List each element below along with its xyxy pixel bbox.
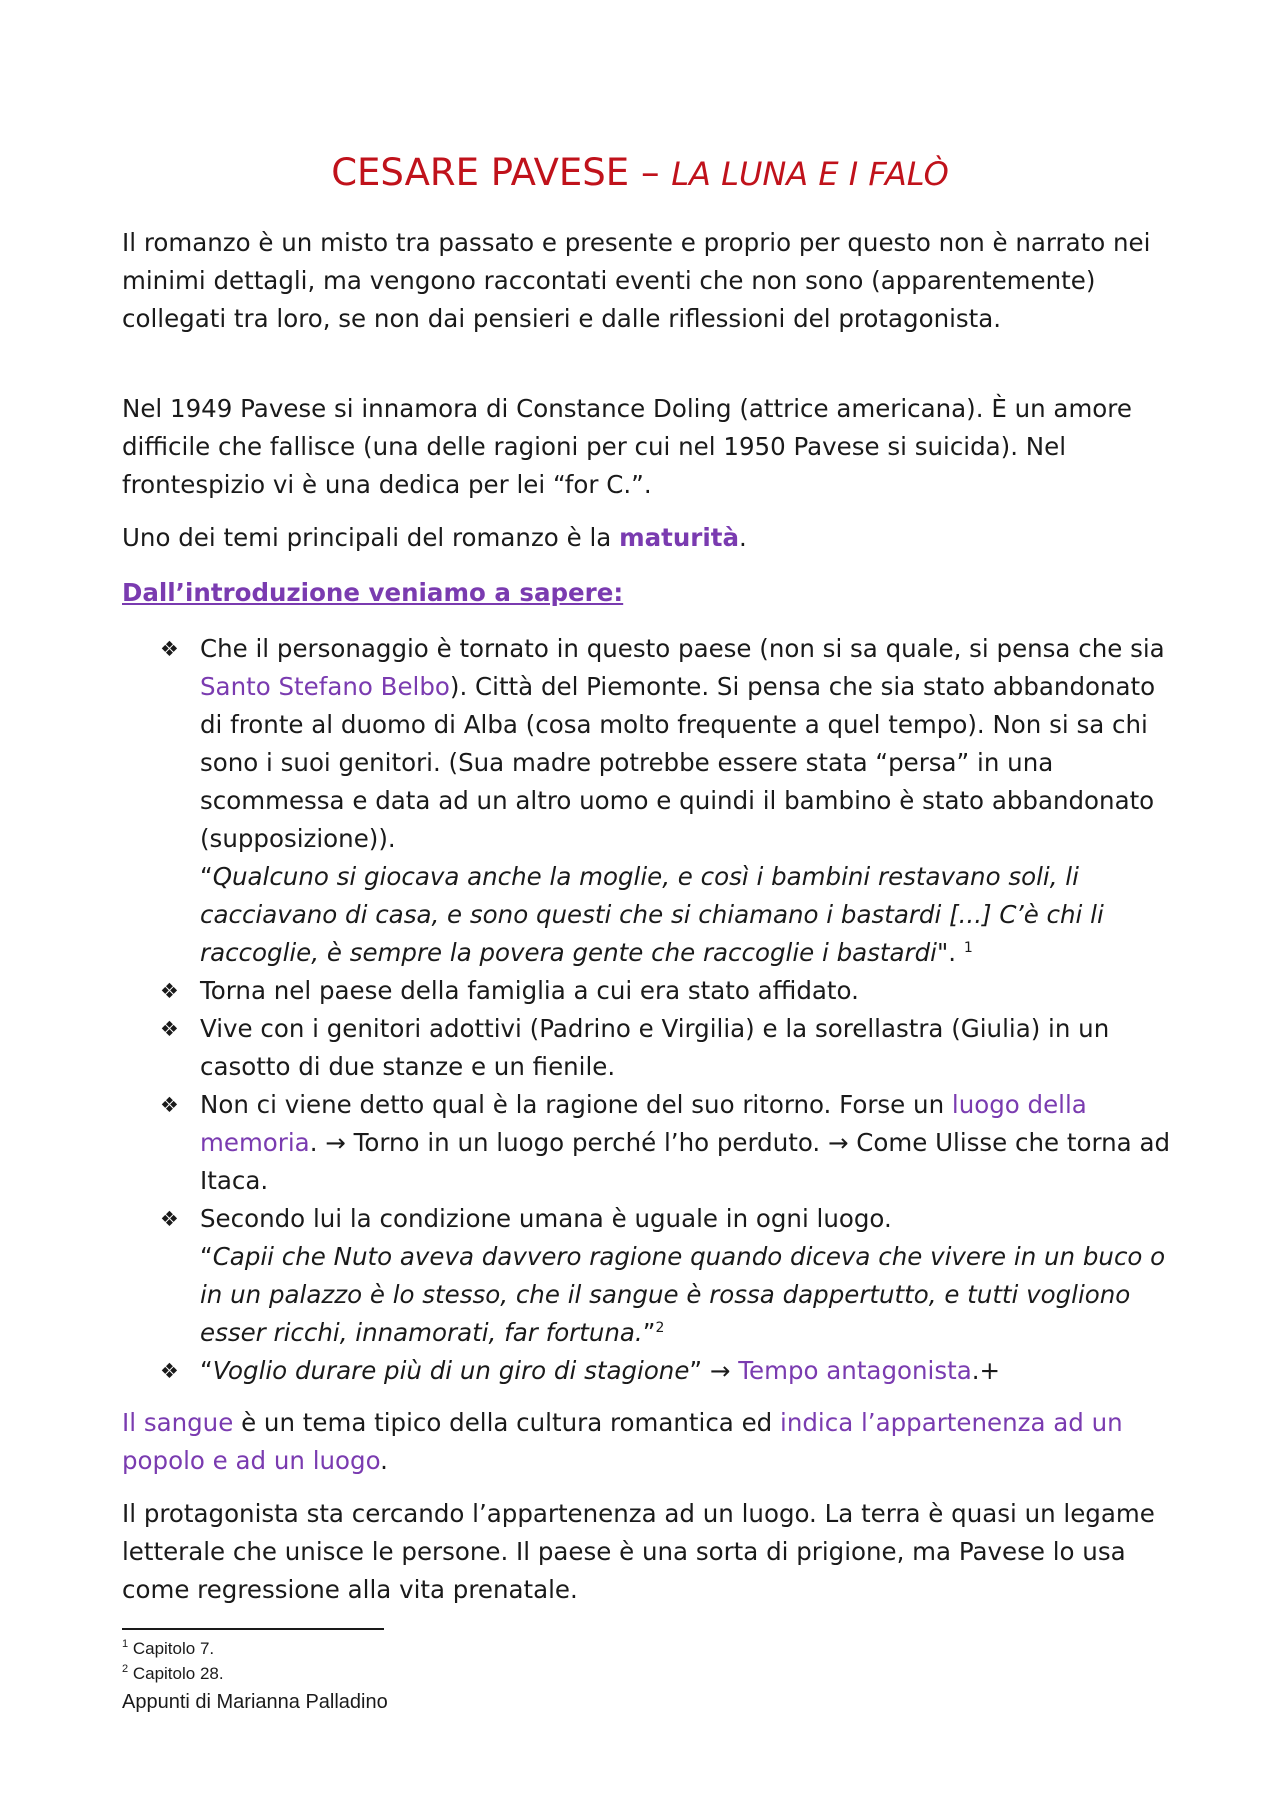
list-item xyxy=(122,1010,1182,1086)
footnote-number: 1 xyxy=(122,1638,129,1650)
page-title xyxy=(0,148,1280,199)
bullet-text: ). Città del Piemonte. Si pensa che sia stato abbandonato di fronte al duomo di Alba (cosa molto frequente a quel tempo). Non si sa chi sono i suoi genitori. (Sua madre potrebbe essere stata “persa” in una scommessa e data ad un altro uomo e quindi il bambino è stato abbandonato (supposizione)). xyxy=(200,672,1156,853)
list-item xyxy=(122,972,1182,1010)
bullet-text: Vive con i genitori adottivi (Padrino e Virgilia) e la sorellastra (Giulia) in un casotto di due stanze e un fienile. xyxy=(200,1014,1110,1081)
diamond-bullet-icon: ❖ xyxy=(160,637,179,661)
themes-period: . xyxy=(739,523,747,552)
quote-mark: ". xyxy=(936,938,964,967)
quote-mark: ” → xyxy=(689,1356,739,1385)
list-item xyxy=(122,1086,1182,1200)
footnote-ref-1[interactable]: 1 xyxy=(963,940,973,956)
diamond-bullet-icon: ❖ xyxy=(160,1207,179,1231)
section-heading xyxy=(122,574,1172,612)
intro-heading: Dall’introduzione veniamo a sapere: xyxy=(122,578,624,607)
footnote-number: 2 xyxy=(122,1663,129,1675)
footnote-ref-2[interactable]: 2 xyxy=(655,1320,665,1336)
bullet-text: .+ xyxy=(971,1356,1001,1385)
paragraph-themes xyxy=(122,519,1172,557)
diamond-bullet-icon: ❖ xyxy=(160,979,179,1003)
quote-stagione: Voglio durare più di un giro di stagione xyxy=(212,1356,690,1385)
paragraph-sangue xyxy=(122,1404,1172,1480)
author-credit: Appunti di Marianna Palladino xyxy=(122,1691,388,1713)
list-item xyxy=(122,1200,1182,1352)
diamond-bullet-icon: ❖ xyxy=(160,1359,179,1383)
maturita-highlight: maturità xyxy=(619,523,740,552)
themes-text: Uno dei temi principali del romanzo è la xyxy=(122,523,620,552)
sangue-period: . xyxy=(380,1446,388,1475)
bullet-text: Che il personaggio è tornato in questo paese (non si sa quale, si pensa che sia xyxy=(200,634,1165,663)
quote-mark: ” xyxy=(642,1318,656,1347)
luogo-della-memoria: luogo della memoria xyxy=(200,1090,1087,1157)
title-subtitle: LA LUNA E I FALÒ xyxy=(671,155,949,193)
title-dash: – xyxy=(629,151,672,194)
bullet-list xyxy=(122,630,1182,1390)
footnote-2 xyxy=(122,1662,224,1686)
il-sangue: Il sangue xyxy=(122,1408,234,1437)
quote-mark: “ xyxy=(200,862,213,891)
diamond-bullet-icon: ❖ xyxy=(160,1093,179,1117)
list-item xyxy=(122,630,1182,972)
bullet-text: Secondo lui la condizione umana è uguale in ogni luogo. xyxy=(200,1204,892,1233)
tempo-antagonista: Tempo antagonista xyxy=(738,1356,972,1385)
footnote-divider xyxy=(122,1628,384,1630)
footnote-1 xyxy=(122,1637,214,1661)
title-main: CESARE PAVESE xyxy=(331,151,630,194)
footnote-text: Capitolo 28. xyxy=(128,1664,224,1683)
list-item xyxy=(122,1352,1182,1390)
quote-mark: “ xyxy=(200,1356,213,1385)
paragraph-intro: Il romanzo è un misto tra passato e presente e proprio per questo non è narrato nei minimi dettagli, ma vengono raccontati eventi che non sono (apparentemente) collegati tra loro, se non dai pensieri e dalle riflessioni del protagonista. xyxy=(122,228,1151,333)
diamond-bullet-icon: ❖ xyxy=(160,1017,179,1041)
bullet-text: Torna nel paese della famiglia a cui era stato affidato. xyxy=(200,976,859,1005)
bullet-text: Non ci viene detto qual è la ragione del suo ritorno. Forse un xyxy=(200,1090,952,1119)
appartenenza-highlight: indica l’appartenenza ad un popolo e ad un luogo xyxy=(122,1408,1123,1475)
sangue-text: è un tema tipico della cultura romantica ed xyxy=(233,1408,781,1437)
quote-chapter-28: Capii che Nuto aveva davvero ragione quando diceva che vivere in un buco o in un palazzo è lo stesso, che il sangue è rossa dappertutto, e tutti vogliono esser ricchi, innamorati, far fortuna. xyxy=(200,1242,1166,1347)
santo-stefano-belbo: Santo Stefano Belbo xyxy=(200,672,450,701)
paragraph-pavese-love: Nel 1949 Pavese si innamora di Constance Doling (attrice americana). È un amore difficile che fallisce (una delle ragioni per cui nel 1950 Pavese si suicida). Nel frontespizio vi è una dedica per lei “for C.”. xyxy=(122,394,1132,499)
bullet-text: . → Torno in un luogo perché l’ho perduto. → Come Ulisse che torna ad Itaca. xyxy=(200,1128,1171,1195)
quote-chapter-7: Qualcuno si giocava anche la moglie, e così i bambini restavano soli, li cacciavano di casa, e sono questi che si chiamano i bastardi [...] C’è chi li raccoglie, è sempre la povera gente che raccoglie i bastardi xyxy=(200,862,1104,967)
quote-mark: “ xyxy=(200,1242,213,1271)
paragraph-protagonista: Il protagonista sta cercando l’appartenenza ad un luogo. La terra è quasi un legame letterale che unisce le persone. Il paese è una sorta di prigione, ma Pavese lo usa come regressione alla vita prenatale. xyxy=(122,1499,1155,1604)
footnote-text: Capitolo 7. xyxy=(128,1639,215,1658)
